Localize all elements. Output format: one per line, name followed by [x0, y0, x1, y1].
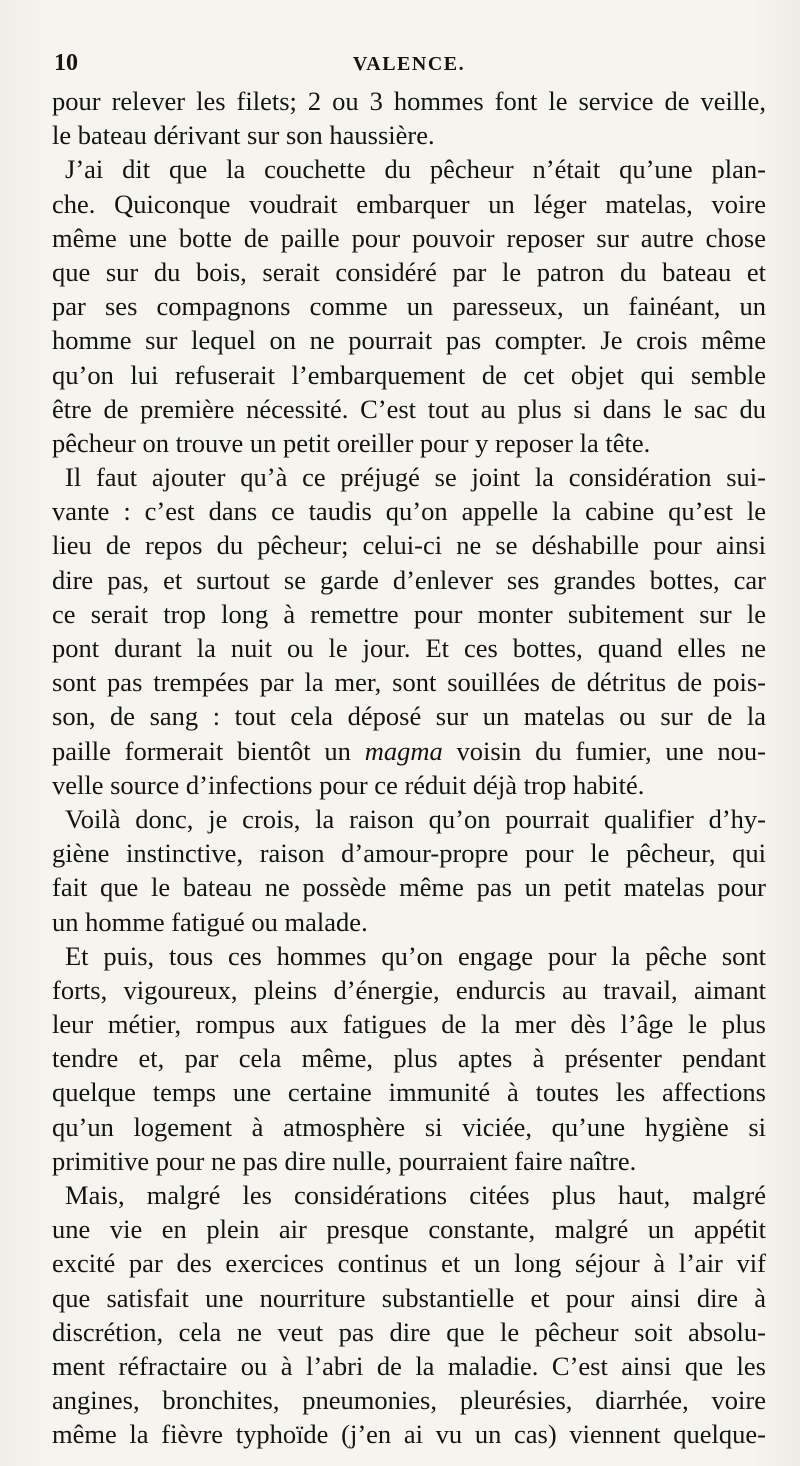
- text-line: un homme fatigué ou malade.: [52, 906, 368, 937]
- text-line: que satisfait une nourriture substantielle et pour ainsi dire à: [52, 1282, 766, 1313]
- text-line: [52, 734, 766, 768]
- text-line: velle source d’infections pour ce réduit déjà trop habité.: [52, 769, 645, 800]
- text-segment: paille formerait bientôt un: [52, 735, 365, 766]
- text-line: Et puis, tous ces hommes qu’on engage pour la pêche sont: [65, 940, 766, 971]
- text-line: pêcheur on trouve un petit oreiller pour y reposer la tête.: [52, 427, 651, 458]
- text-line: ce serait trop long à remettre pour monter subitement sur le: [52, 598, 766, 629]
- text-line: une vie en plein air presque constante, malgré un appétit: [52, 1214, 766, 1245]
- text-line: sont pas trempées par la mer, sont souillées de détritus de pois-: [52, 667, 766, 698]
- text-line: ment réfractaire ou à l’abri de la maladie. C’est ainsi que les: [52, 1350, 766, 1381]
- text-line: homme sur lequel on ne pourrait pas compter. Je crois même: [52, 325, 766, 356]
- text-line: dire pas, et surtout se garde d’enlever ses grandes bottes, car: [52, 564, 766, 595]
- text-line: che. Quiconque voudrait embarquer un léger matelas, voire: [52, 188, 766, 219]
- italic-word: magma: [364, 735, 443, 766]
- text-line: quelque temps une certaine immunité à toutes les affections: [52, 1077, 766, 1108]
- text-line: J’ai dit que la couchette du pêcheur n’était qu’une plan-: [65, 154, 766, 185]
- text-line: même la fièvre typhoïde (j’en ai vu un cas) viennent quelque-: [52, 1419, 766, 1450]
- text-line: fait que le bateau ne possède même pas un petit matelas pour: [52, 872, 766, 903]
- text-line: Il faut ajouter qu’à ce préjugé se joint la considération sui-: [65, 462, 766, 493]
- text-line: le bateau dérivant sur son haussière.: [52, 120, 435, 151]
- text-line: Mais, malgré les considérations citées plus haut, malgré: [65, 1180, 766, 1210]
- text-line: son, de sang : tout cela déposé sur un matelas ou sur de la: [52, 701, 766, 732]
- text-line: leur métier, rompus aux fatigues de la mer dès l’âge le plus: [52, 1009, 766, 1040]
- text-line: qu’on lui refuserait l’embarquement de cet objet qui semble: [52, 359, 766, 390]
- page-number: 10: [54, 50, 78, 76]
- running-head: [52, 44, 766, 84]
- text-line: être de première nécessité. C’est tout au plus si dans le sac du: [52, 393, 766, 424]
- text-line: pont durant la nuit ou le jour. Et ces bottes, quand elles ne: [52, 633, 766, 663]
- text-line: angines, bronchites, pneumonies, pleurésies, diarrhée, voire: [52, 1385, 766, 1416]
- text-line: Voilà donc, je crois, la raison qu’on pourrait qualifier d’hy-: [65, 803, 766, 834]
- text-line: qu’un logement à atmosphère si viciée, qu’une hygiène si: [52, 1111, 766, 1142]
- text-line: pour relever les filets; 2 ou 3 hommes font le service de veille,: [52, 86, 766, 116]
- text-segment: voisin du fumier, une nou-: [442, 735, 766, 766]
- text-line: excité par des exercices continus et un long séjour à l’air vif: [52, 1248, 766, 1279]
- text-line: primitive pour ne pas dire nulle, pourraient faire naître.: [52, 1145, 637, 1176]
- text-line: par ses compagnons comme un paresseux, un fainéant, un: [52, 291, 766, 322]
- text-line: giène instinctive, raison d’amour-propre pour le pêcheur, qui: [52, 838, 766, 869]
- text-line: lieu de repos du pêcheur; celui-ci ne se déshabille pour ainsi: [52, 530, 766, 561]
- text-line: vante : c’est dans ce taudis qu’on appelle la cabine qu’est le: [52, 496, 766, 527]
- text-line: forts, vigoureux, pleins d’énergie, endurcis au travail, aimant: [52, 974, 766, 1005]
- text-line: tendre et, par cela même, plus aptes à présenter pendant: [52, 1043, 766, 1074]
- text-line: discrétion, cela ne veut pas dire que le pêcheur soit absolu-: [52, 1316, 766, 1347]
- text-line: même une botte de paille pour pouvoir reposer sur autre chose: [52, 222, 766, 253]
- body-text: [52, 84, 766, 1452]
- running-title: VALENCE.: [352, 53, 466, 75]
- text-line: que sur du bois, serait considéré par le patron du bateau et: [52, 256, 766, 287]
